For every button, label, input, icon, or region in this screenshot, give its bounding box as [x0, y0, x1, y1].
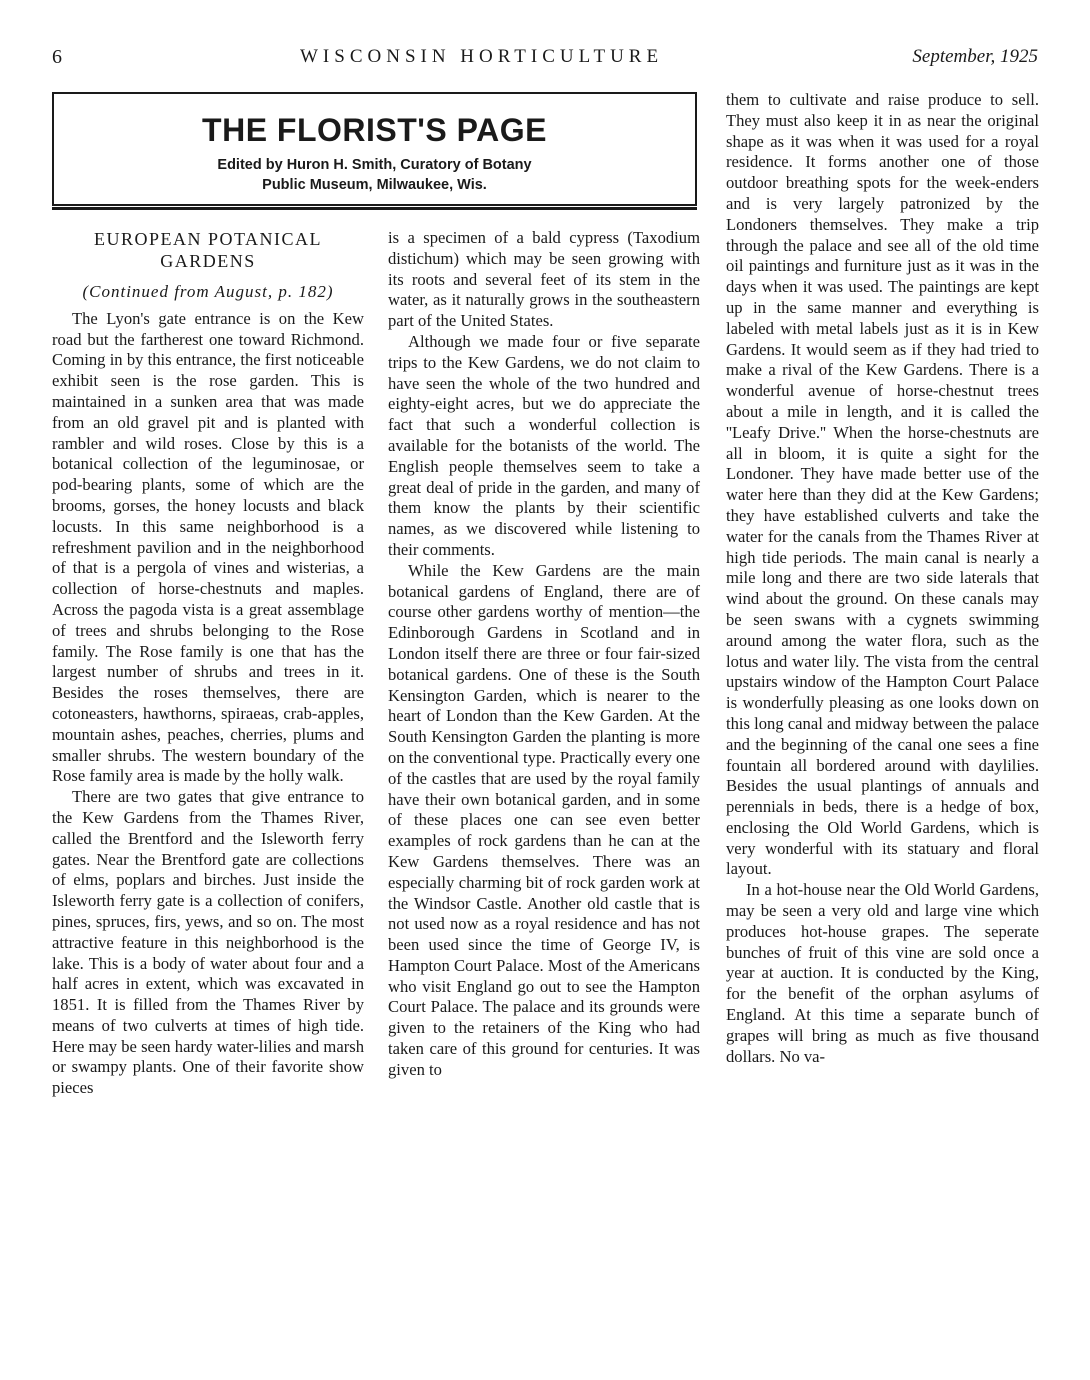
column-3 [726, 90, 1039, 1067]
paragraph: them to cultivate and raise produce to sell. They must also keep it in as near the original shape as it was when it was used for a royal residence. It forms another one of those outdoor breathing spots for the week-enders and is very largely patronized by the Londoners themselves. They make a trip through the palace and see all of the old time oil paintings and furniture just as it was in the days when it was used. The paintings are kept up in the same manner and everything is labeled with metal labels just as it is in Kew Gardens. It would seem as if they had tried to make a rival of the Kew Gardens. There is a wonderful avenue of horse-chestnut trees about a mile in length, and it is called the ''Leafy Drive.'' When the horse-chestnuts are all in bloom, it is quite a sight for the Londoner. They have made better use of the water here than they did at the Kew Gardens; they have established culverts and take the water for the canals from the Thames River at high tide periods. The main canal is nearly a mile long and there are two side laterals that wind about the ground. On these canals may be seen swans with a cygnets swimming around among the water flora, such as the lotus and water lily. The vista from the central upstairs window of the Hampton Court Palace is wonderfully pleasing as one looks down on this long canal and midway between the palace and the beginning of the canal one sees a fine fountain all bordered around with daylilies. Besides the usual plantings of annuals and perennials in beds, there is a hedge of box, enclosing the Old World Gardens, which is very wonderful with its statuary and floral layout. [726, 90, 1039, 879]
page-number: 6 [52, 46, 62, 68]
issue-date: September, 1925 [912, 46, 1038, 67]
article-heading: EUROPEAN POTANICAL GARDENS [93, 229, 323, 271]
page-title: THE FLORIST'S PAGE [202, 112, 547, 148]
paragraph: is a specimen of a bald cypress (Taxodium distichum) which may be seen growing with its roots and several feet of its stem in the water, as it naturally grows in the southeastern part of the United States. [388, 228, 700, 331]
title-box [52, 92, 697, 206]
column-2 [388, 228, 700, 1081]
paragraph: Although we made four or five separate trips to the Kew Gardens, we do not claim to have seen the whole of the two hundred and eighty-eight acres, but we do appreciate the fact that such a wonderful collection is available for the botanists of the world. The English people themselves seem to take a great deal of pride in the garden, and many of them know the plants by their scientific names, as we discovered while listening to their comments. [388, 331, 700, 559]
continued-note: (Continued from August, p. 182) [82, 282, 334, 301]
paragraph: In a hot-house near the Old World Gardens, may be seen a very old and large vine which produces hot-house grapes. The seperate bunches of fruit of this vine are sold once a year at auction. It is conducted by the King, for the benefit of the orphan asylums of England. At this time a separate bunch of grapes will bring as much as five thousand dollars. No va- [726, 880, 1039, 1066]
paragraph: There are two gates that give entrance to the Kew Gardens from the Thames River, called the Brentford and the Isleworth ferry gates. Near the Brentford gate are collections of elms, poplars and birches. Just inside the Isleworth ferry gate is a collection of conifers, pines, spruces, firs, yews, and so on. The most attractive feature in this neighborhood is the lake. This is a body of water about four and a half acres in extent, which was excavated in 1851. It is filled from the Thames River by means of two culverts at times of high tide. Here may be seen hardy water-lilies and marsh or swampy plants. One of their favorite show pieces [52, 787, 364, 1098]
running-title: WISCONSIN HORTICULTURE [300, 46, 664, 67]
paragraph: While the Kew Gardens are the main botanical gardens of England, there are of course other gardens worthy of mention—the Edinborough Gardens in Scotland and in London itself there are three or four fair-sized botanical gardens. One of these is the South Kensington Garden, which is nearer to the heart of London than the Kew Garden. At the South Kensington Garden the planting is more on the conventional type. Practically every one of the castles that are used by the royal family have their own botanical garden, and in some of these places one can see even better examples of rock gardens than he can at the Kew Gardens themselves. There was an especially charming bit of rock garden work at the Windsor Castle. Another old castle that is not used now as a royal residence and has not been used since the time of George IV, is Hampton Court Palace. Most of the Americans who visit England go out to see the Hampton Court Palace. The palace and its grounds were given to the retainers of the King who had taken care of this ground for centuries. It was given to [388, 560, 700, 1079]
editor-line: Edited by Huron H. Smith, Curatory of Botany [217, 157, 532, 173]
paragraph: The Lyon's gate entrance is on the Kew road but the fartherest one toward Richmond. Coming in by this entrance, the first noticeable exhibit seen is the rose garden. This is maintained in a sunken area that was made from an old gravel pit and is planted with rambler and wild roses. Close by this is a botanical collection of the leguminosae, or pod-bearing plants, some of which are the brooms, gorses, the honey locusts and black locusts. In this same neighborhood is a refreshment pavilion and in the neighborhood of that is a pergola of vines and wisterias, a collection of horse-chestnuts and maples. Across the pagoda vista is a great assemblage of trees and shrubs belonging to the Rose family. The Rose family is one that has the largest number of shrubs and trees in it. Besides the roses themselves, there are cotoneasters, hawthorns, spiraeas, crab-apples, mountain ashes, peaches, cherries, plums and smaller shrubs. The western boundary of the Rose family area is made by the holly walk. [52, 308, 364, 786]
column-1 [52, 228, 364, 1099]
institution-line: Public Museum, Milwaukee, Wis. [262, 177, 487, 193]
